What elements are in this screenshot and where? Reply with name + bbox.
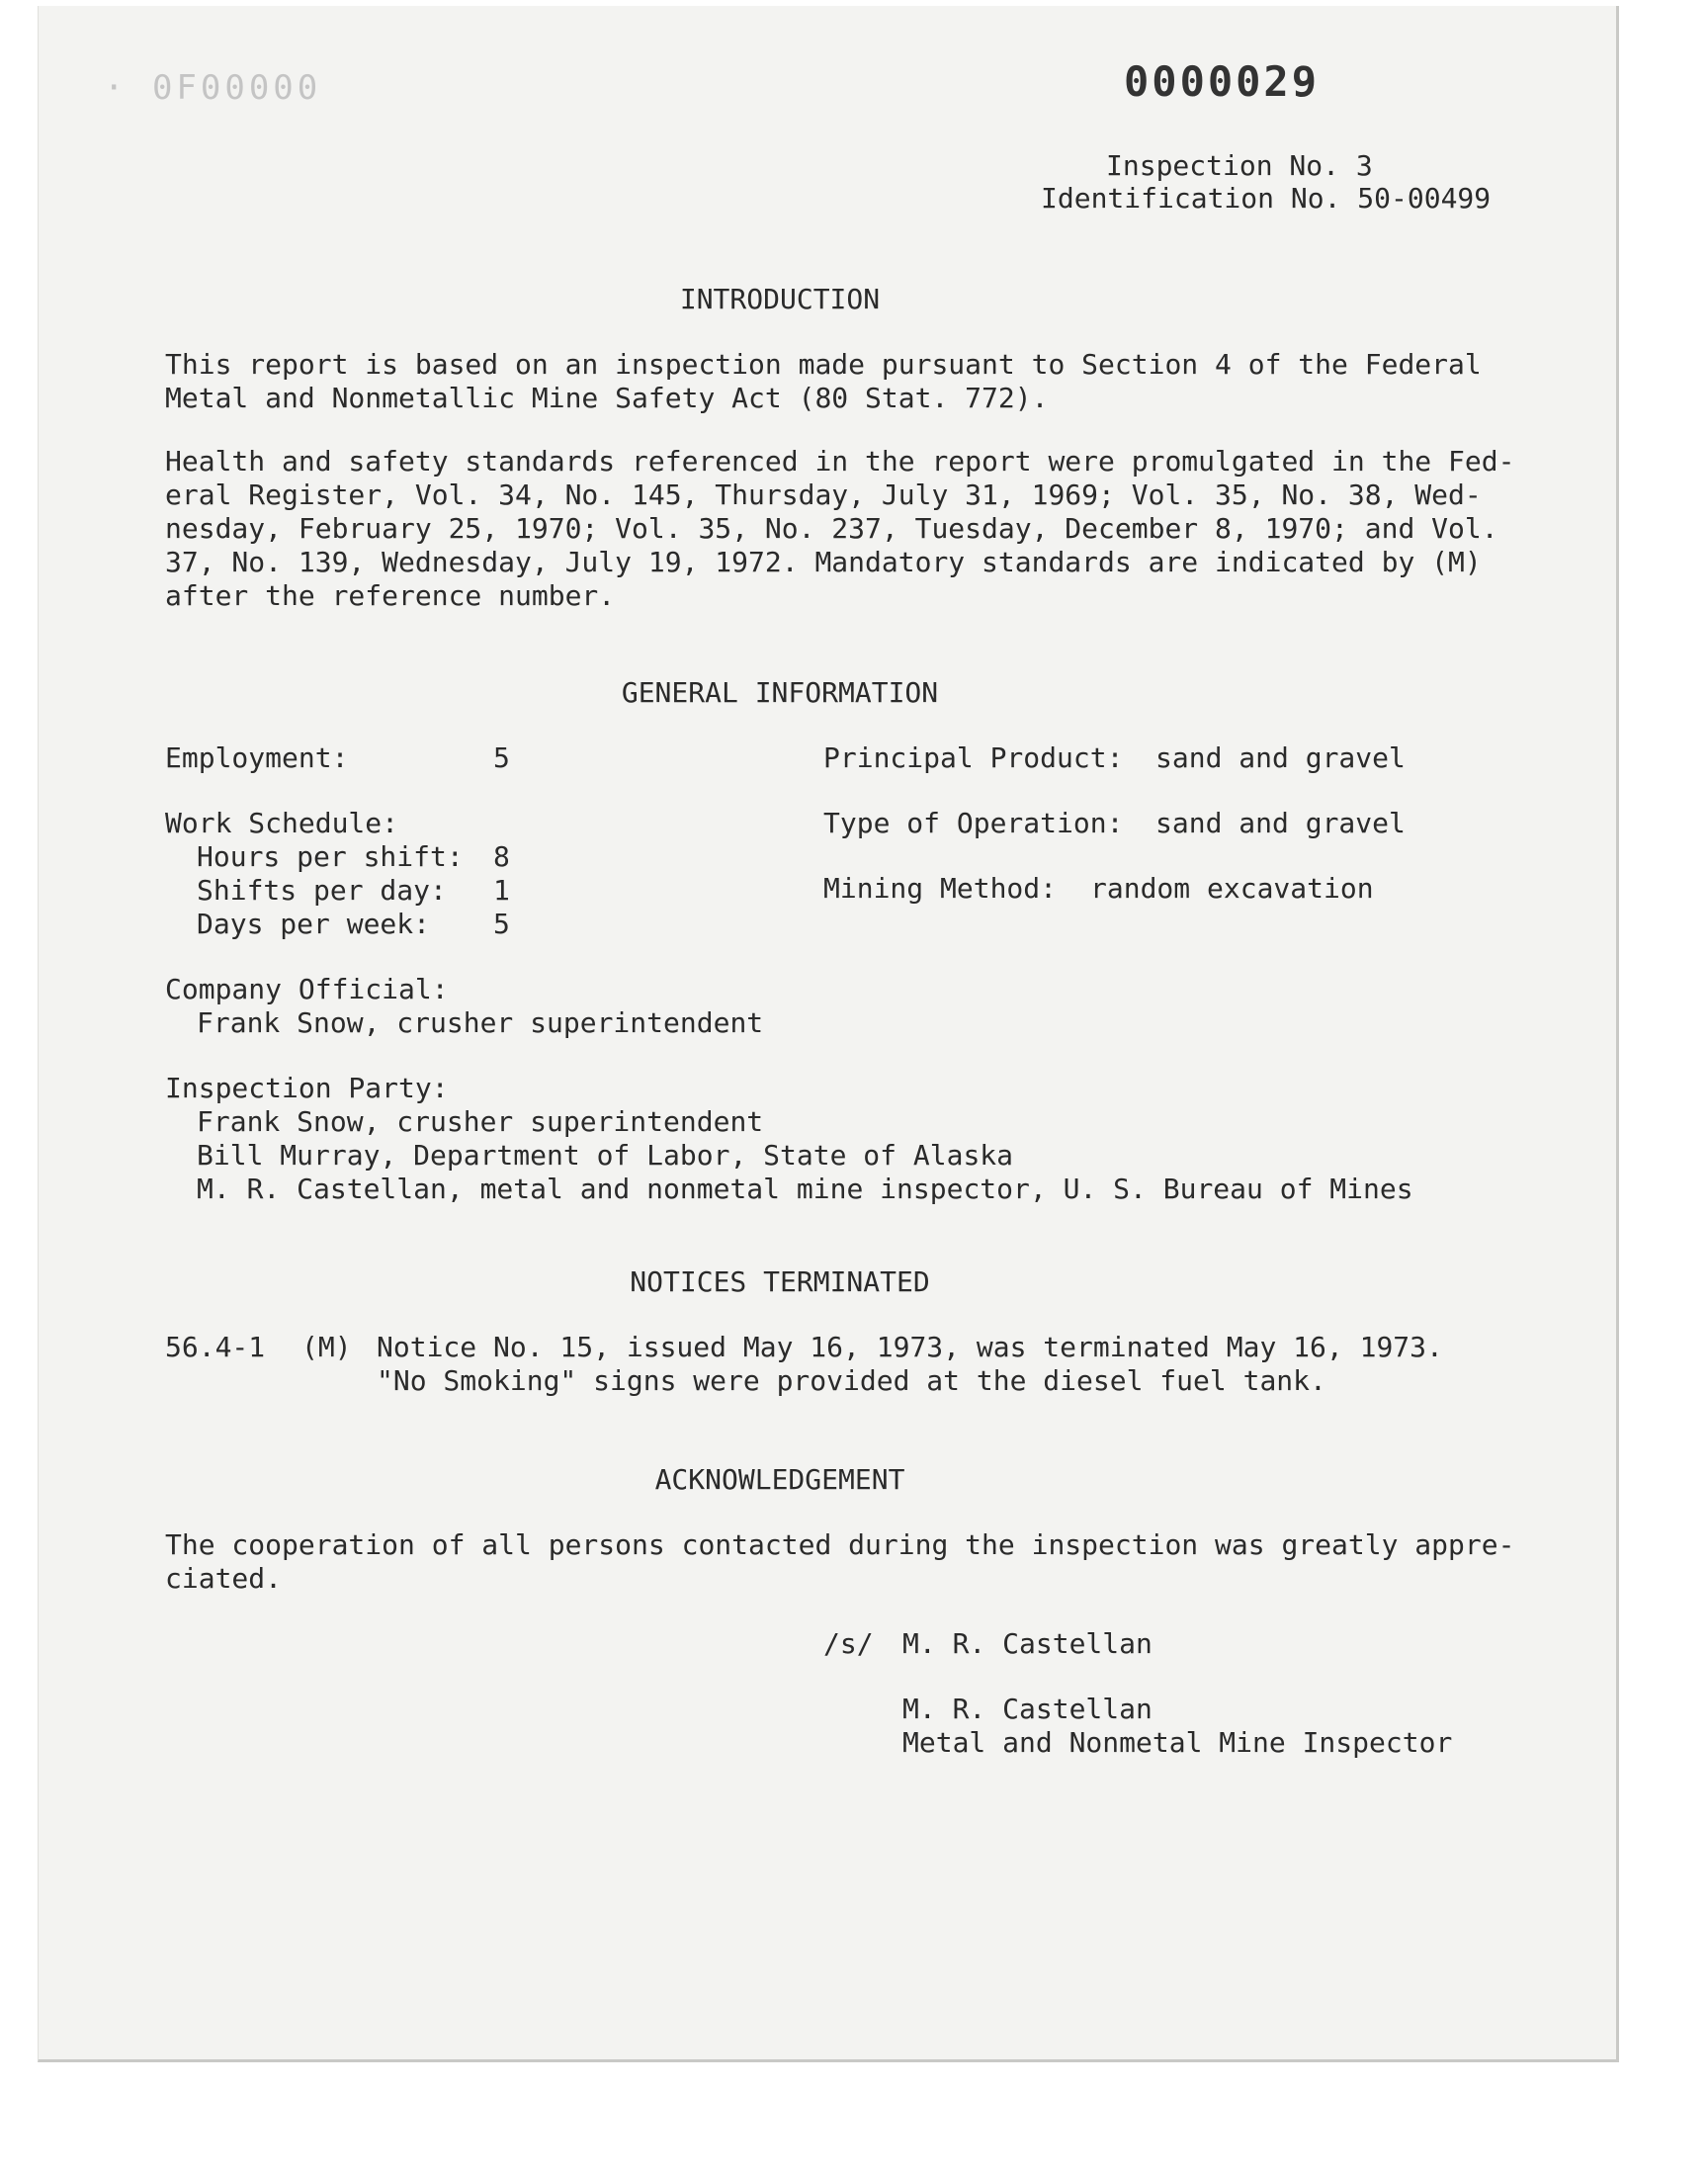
employment-value: 5 bbox=[493, 741, 510, 774]
acknowledgement-line-1: The cooperation of all persons contacted during the inspection was greatly appre- bbox=[165, 1528, 1515, 1561]
employment-label: Employment: bbox=[165, 741, 349, 774]
inspection-party-member: Frank Snow, crusher superintendent bbox=[197, 1105, 764, 1138]
intro-paragraph-2-line-5: after the reference number. bbox=[165, 579, 616, 612]
type-of-operation-label: Type of Operation: bbox=[823, 807, 1124, 839]
notice-reference: 56.4-1 bbox=[165, 1331, 266, 1363]
inspection-number: Inspection No. 3 bbox=[1106, 149, 1373, 182]
intro-paragraph-2-line-3: nesday, February 25, 1970; Vol. 35, No. 237, Tuesday, December 8, 1970; and Vol. bbox=[165, 512, 1498, 545]
company-official-value: Frank Snow, crusher superintendent bbox=[197, 1006, 764, 1039]
principal-product-label: Principal Product: bbox=[823, 741, 1124, 774]
hours-per-shift-value: 8 bbox=[493, 840, 510, 873]
document-page bbox=[38, 6, 1619, 2062]
mining-method-label: Mining Method: bbox=[823, 872, 1058, 905]
inspection-party-member: Bill Murray, Department of Labor, State of Alaska bbox=[197, 1139, 1014, 1172]
acknowledgement-heading: ACKNOWLEDGEMENT bbox=[654, 1463, 905, 1496]
signatory-name: M. R. Castellan bbox=[902, 1693, 1153, 1725]
notice-text-line-1: Notice No. 15, issued May 16, 1973, was terminated May 16, 1973. bbox=[377, 1331, 1443, 1363]
notices-terminated-heading: NOTICES TERMINATED bbox=[630, 1265, 930, 1298]
notice-text-line-2: "No Smoking" signs were provided at the diesel fuel tank. bbox=[377, 1364, 1326, 1397]
days-per-week-value: 5 bbox=[493, 908, 510, 940]
signatory-title: Metal and Nonmetal Mine Inspector bbox=[902, 1726, 1453, 1759]
intro-paragraph-2-line-2: eral Register, Vol. 34, No. 145, Thursday, July 31, 1969; Vol. 35, No. 38, Wed- bbox=[165, 478, 1482, 511]
document-number: 0000029 bbox=[1124, 57, 1321, 106]
type-of-operation-value: sand and gravel bbox=[1155, 807, 1406, 839]
shifts-per-day-label: Shifts per day: bbox=[197, 874, 447, 907]
inspection-party-member: M. R. Castellan, metal and nonmetal mine inspector, U. S. Bureau of Mines bbox=[197, 1173, 1413, 1205]
signed-name: M. R. Castellan bbox=[902, 1627, 1153, 1660]
notice-mandatory-flag: (M) bbox=[301, 1331, 352, 1363]
inspection-party-label: Inspection Party: bbox=[165, 1072, 449, 1104]
signature-prefix: /s/ bbox=[823, 1627, 874, 1660]
hours-per-shift-label: Hours per shift: bbox=[197, 840, 464, 873]
general-information-heading: GENERAL INFORMATION bbox=[621, 676, 939, 709]
intro-paragraph-2-line-1: Health and safety standards referenced in the report were promulgated in the Fed- bbox=[165, 445, 1515, 478]
company-official-label: Company Official: bbox=[165, 973, 449, 1005]
faint-stamp: · 0F00000 bbox=[104, 68, 322, 108]
intro-paragraph-1-line-1: This report is based on an inspection made pursuant to Section 4 of the Federal bbox=[165, 348, 1482, 381]
intro-paragraph-2-line-4: 37, No. 139, Wednesday, July 19, 1972. Mandatory standards are indicated by (M) bbox=[165, 546, 1482, 578]
shifts-per-day-value: 1 bbox=[493, 874, 510, 907]
introduction-heading: INTRODUCTION bbox=[679, 283, 881, 315]
identification-number: Identification No. 50-00499 bbox=[1041, 182, 1492, 215]
principal-product-value: sand and gravel bbox=[1155, 741, 1406, 774]
mining-method-value: random excavation bbox=[1090, 872, 1374, 905]
acknowledgement-line-2: ciated. bbox=[165, 1562, 283, 1595]
intro-paragraph-1-line-2: Metal and Nonmetallic Mine Safety Act (80 Stat. 772). bbox=[165, 382, 1049, 414]
work-schedule-label: Work Schedule: bbox=[165, 807, 399, 839]
days-per-week-label: Days per week: bbox=[197, 908, 431, 940]
